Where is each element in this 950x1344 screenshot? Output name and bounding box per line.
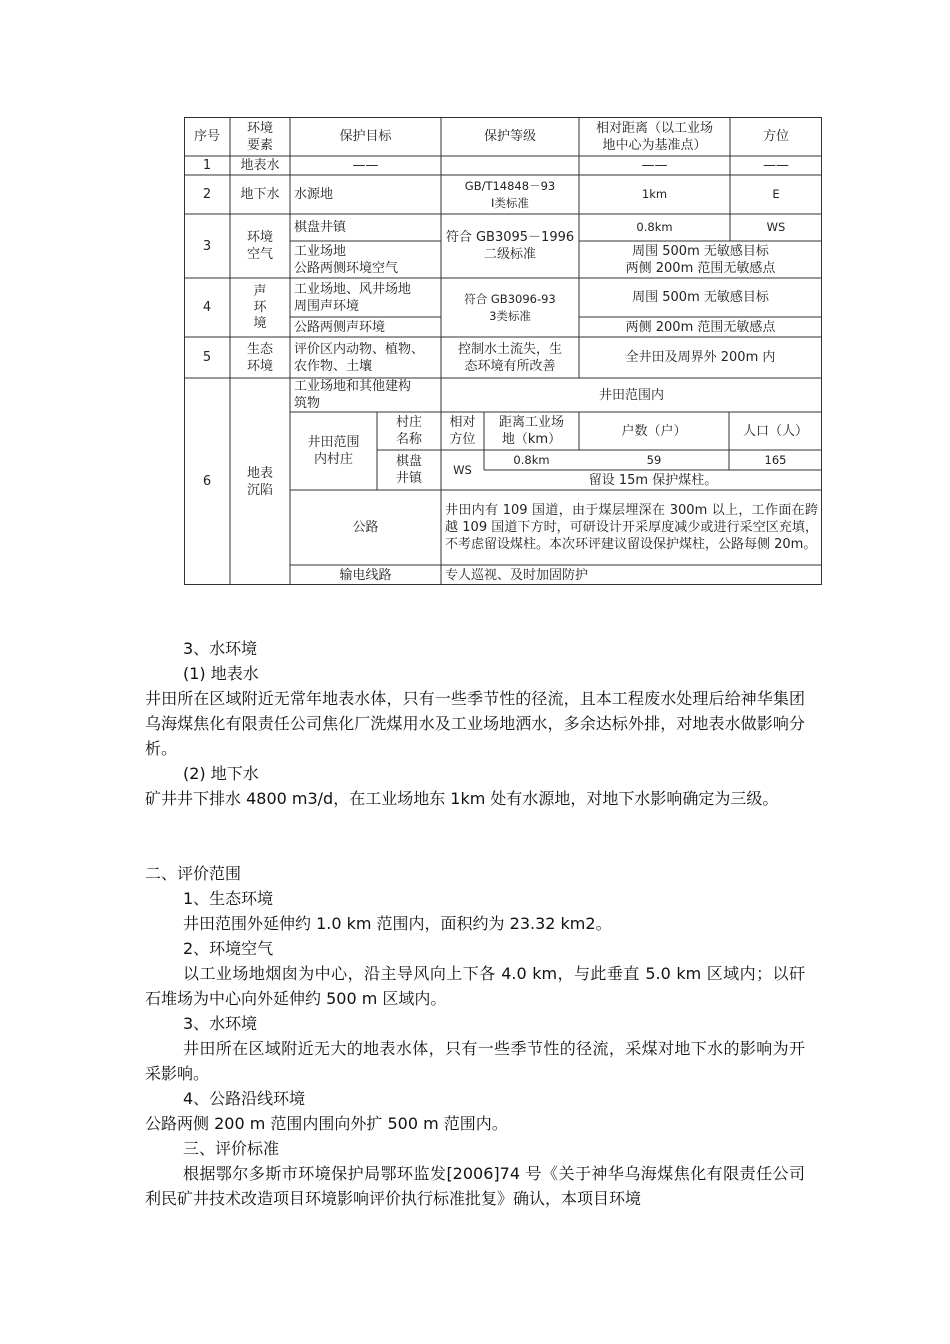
heading-eco: 1、生态环境	[183, 889, 274, 908]
r3-direction-a: WS	[766, 220, 786, 234]
protection-targets-table	[184, 117, 822, 585]
r6-village-pillar: 留设 15m 保护煤柱。	[588, 472, 718, 488]
r2-direction: E	[772, 187, 780, 201]
r6-no: 6	[202, 474, 212, 489]
r2-distance: 1km	[641, 187, 668, 201]
r6-header-distance: 距离工业场 地（km）	[498, 415, 564, 447]
r6-measure-road: 井田内有 109 国道，由于煤层埋深在 300m 以上，工作面在跨越 109 国道下方时，可研设计开采厚度减少或进行采空区充填，不考虑留设煤柱。本次环评建议留设保护煤柱，公路每侧 20m。	[445, 503, 818, 552]
r1-distance: ——	[641, 158, 668, 173]
r6-village-direction: WS	[453, 462, 472, 477]
r6-target-road: 公路	[352, 520, 379, 535]
heading-scope: 二、评价范围	[145, 864, 242, 883]
r5-grade: 控制水土流失，生 态环境有所改善	[457, 341, 562, 374]
r2-no: 2	[202, 187, 212, 202]
r3-target-a: 棋盘井镇	[294, 220, 347, 235]
r4-target-a: 工业场地、风井场地 周围声环境	[294, 281, 412, 314]
r4-distance-b: 两侧 200m 范围无敏感点	[625, 319, 776, 335]
heading-groundwater: (2) 地下水	[183, 764, 259, 783]
r2-grade: GB/T14848－93 Ⅰ类标准	[464, 178, 556, 210]
r2-target: 水源地	[294, 187, 334, 202]
heading-water: 3、水环境	[183, 639, 258, 658]
r6-target-village: 井田范围 内村庄	[307, 435, 360, 467]
th-grade: 保护等级	[483, 129, 536, 144]
r6-village-households: 59	[646, 452, 662, 467]
r3-grade: 符合 GB3095－1996 二级标准	[445, 230, 575, 262]
paragraph-air: 以工业场地烟囱为中心，沿主导风向上下各 4.0 km，与此垂直 5.0 km 区域内；以矸石堆场为中心向外延伸约 500 m 区域内。	[145, 964, 805, 1008]
r4-distance-a: 周围 500m 无敏感目标	[632, 290, 769, 305]
paragraph-water-2: 井田所在区域附近无大的地表水体，只有一些季节性的径流，采煤对地下水的影响为开采影响。	[145, 1039, 805, 1083]
heading-surface-water: (1) 地表水	[183, 664, 259, 683]
r6-village-population: 165	[764, 452, 787, 467]
r4-no: 4	[202, 300, 212, 315]
r6-header-population: 人口（人）	[742, 423, 808, 439]
r6-header-households: 户数（户）	[621, 423, 687, 439]
r6-header-direction: 相对 方位	[449, 415, 476, 447]
r6-measure-powerline: 专人巡视、及时加固防护	[445, 567, 589, 583]
heading-water-2: 3、水环境	[183, 1014, 258, 1033]
r1-direction: ——	[763, 158, 789, 173]
r4-element: 声 环 境	[253, 283, 267, 331]
r6-distance-industry: 井田范围内	[598, 387, 664, 403]
r2-element: 地下水	[240, 187, 280, 202]
paragraph-groundwater: 矿井井下排水 4800 m3/d，在工业场地东 1km 处有水源地，对地下水影响确定为三级。	[145, 789, 779, 808]
r1-no: 1	[202, 158, 212, 173]
th-target: 保护目标	[339, 129, 392, 144]
r5-target: 评价区内动物、植物、 农作物、土壤	[294, 341, 425, 374]
paragraph-road: 公路两侧 200 m 范围内围向外扩 500 m 范围内。	[145, 1114, 508, 1133]
r6-target-powerline: 输电线路	[339, 567, 392, 583]
r4-target-b: 公路两侧声环境	[294, 319, 386, 335]
r3-no: 3	[202, 238, 212, 254]
r3-distance-b: 周围 500m 无敏感目标 两侧 200m 范围无敏感点	[625, 243, 776, 276]
heading-air: 2、环境空气	[183, 939, 274, 958]
r5-no: 5	[202, 350, 212, 365]
r3-distance-a: 0.8km	[636, 220, 673, 234]
r3-element: 环境 空气	[246, 230, 273, 262]
heading-standard: 三、评价标准	[183, 1139, 280, 1158]
th-direction: 方位	[762, 129, 789, 144]
paragraph-standard: 根据鄂尔多斯市环境保护局鄂环监发[2006]74 号《关于神华乌海煤焦化有限责任公司利民矿井技术改造项目环境影响评价执行标准批复》确认，本项目环境	[145, 1164, 805, 1208]
r1-target: ——	[352, 158, 379, 173]
th-no: 序号	[193, 129, 220, 144]
th-element: 环境 要素	[246, 120, 273, 153]
r5-distance: 全井田及周界外 200m 内	[625, 350, 776, 365]
r4-grade: 符合 GB3096-93 3类标准	[464, 291, 556, 323]
th-distance: 相对距离（以工业场 地中心为基准点）	[595, 120, 713, 153]
r6-target-industry: 工业场地和其他建构 筑物	[294, 379, 412, 411]
r6-element: 地表 沉陷	[246, 465, 273, 498]
heading-road: 4、公路沿线环境	[183, 1089, 306, 1108]
paragraph-surface-water: 井田所在区域附近无常年地表水体，只有一些季节性的径流，且本工程废水处理后给神华集团乌海煤焦化有限责任公司焦化厂洗煤用水及工业场地洒水，多余达标外排，对地表水做影响分析。	[145, 689, 805, 758]
paragraph-eco: 井田范围外延伸约 1.0 km 范围内，面积约为 23.32 km2。	[183, 914, 612, 933]
r6-header-village-name: 村庄 名称	[395, 415, 422, 447]
r6-village-distance: 0.8km	[513, 452, 550, 467]
r1-element: 地表水	[240, 158, 280, 173]
r6-village-name: 棋盘 井镇	[395, 454, 422, 486]
r5-element: 生态 环境	[246, 341, 273, 374]
r3-target-b: 工业场地 公路两侧环境空气	[294, 243, 399, 276]
